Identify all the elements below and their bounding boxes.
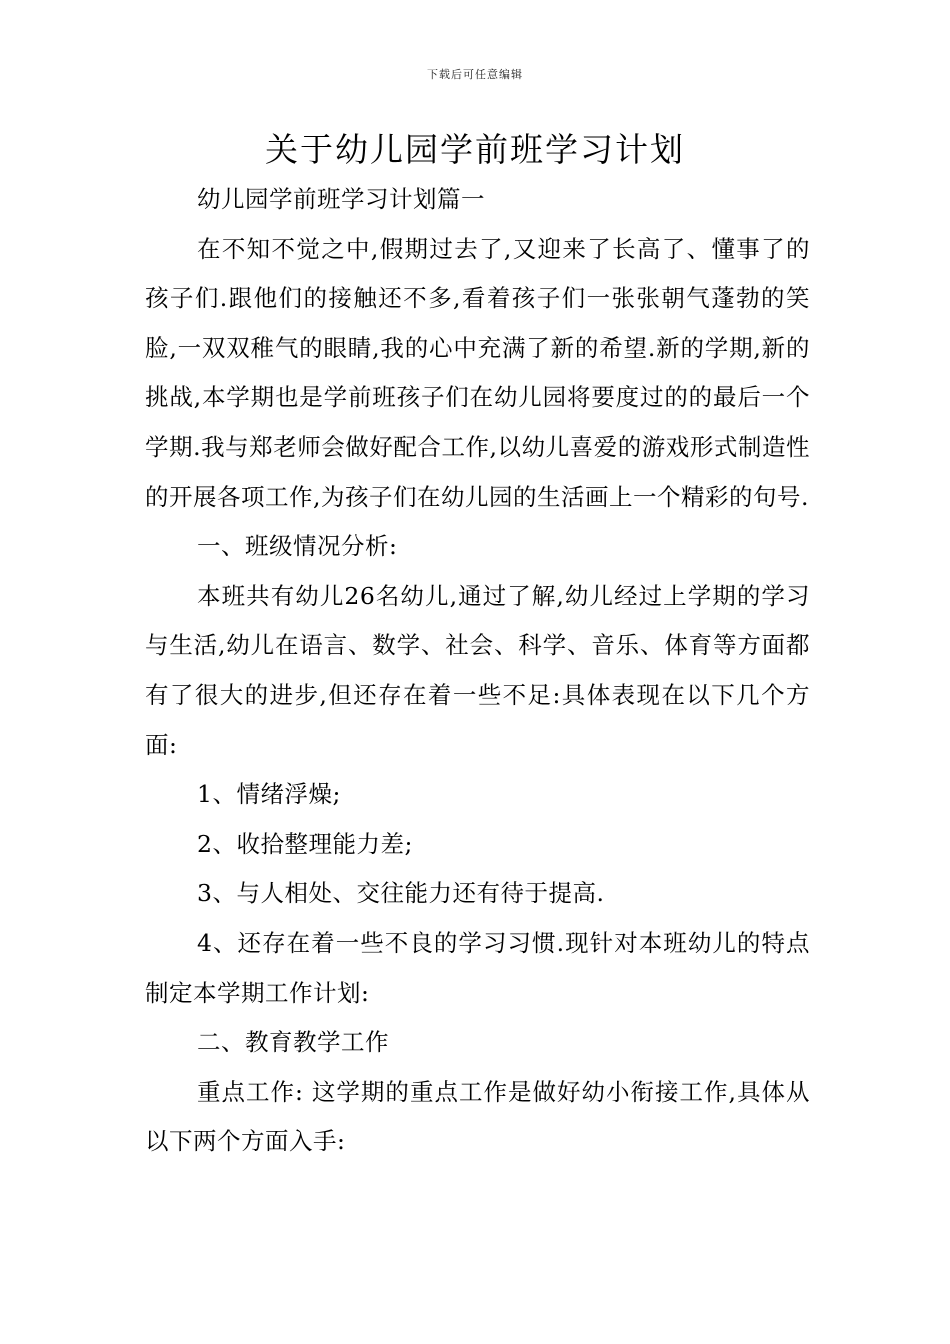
document-body: [145, 175, 810, 1167]
paragraph-key-work: 重点工作: 这学期的重点工作是做好幼小衔接工作,具体从以下两个方面入手:: [145, 1077, 810, 1156]
section-heading-class-analysis: 一、班级情况分析:: [197, 532, 398, 561]
list-item-1: 1、情绪浮燥;: [197, 780, 341, 809]
document-subtitle: 幼儿园学前班学习计划篇一: [197, 185, 485, 213]
paragraph-class-analysis: 本班共有幼儿26名幼儿,通过了解,幼儿经过上学期的学习与生活,幼儿在语言、数学、社会、科学、音乐、体育等方面都有了很大的进步,但还存在着一些不足:具体表现在以下几个方面:: [145, 581, 810, 759]
header-note: 下载后可任意编辑: [427, 68, 523, 81]
list-item-4: 4、还存在着一些不良的学习习惯.现针对本班幼儿的特点制定本学期工作计划:: [145, 928, 810, 1007]
section-heading-teaching: 二、教育教学工作: [197, 1028, 389, 1057]
paragraph-intro: 在不知不觉之中,假期过去了,又迎来了长高了、懂事了的孩子们.跟他们的接触还不多,看着孩子们一张张朝气蓬勃的笑脸,一双双稚气的眼睛,我的心中充满了新的希望.新的学期,新的挑战,本学期也是学前班孩子们在幼儿园将要度过的的最后一个学期.我与郑老师会做好配合工作,以幼儿喜爱的游戏形式制造性的开展各项工作,为孩子们在幼儿园的生活画上一个精彩的句号.: [145, 234, 810, 511]
list-item-3: 3、与人相处、交往能力还有待于提高.: [197, 879, 605, 908]
page-title: 关于幼儿园学前班学习计划: [265, 130, 685, 169]
list-item-2: 2、收拾整理能力差;: [197, 829, 413, 858]
